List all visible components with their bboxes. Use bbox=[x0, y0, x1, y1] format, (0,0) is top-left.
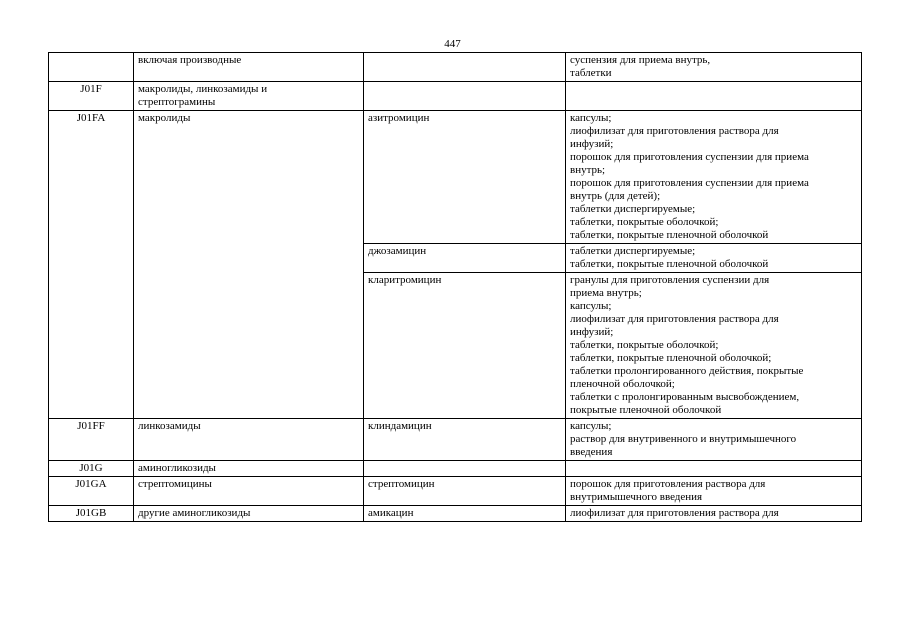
table-row bbox=[49, 111, 862, 244]
form-line: гранулы для приготовления суспензии для bbox=[570, 274, 770, 286]
page-number: 447 bbox=[444, 38, 461, 50]
form-line: порошок для приготовления суспензии для приема bbox=[570, 151, 809, 163]
drug-cell: клиндамицин bbox=[364, 419, 566, 461]
group-cell bbox=[134, 461, 364, 477]
group-cell bbox=[134, 506, 364, 522]
group-cell bbox=[134, 477, 364, 506]
forms-cell bbox=[566, 506, 862, 522]
group-line: макролиды bbox=[138, 112, 191, 124]
group-cell bbox=[134, 419, 364, 461]
table-row bbox=[49, 419, 862, 461]
form-line: порошок для приготовления раствора для bbox=[570, 478, 766, 490]
form-line: таблетки, покрытые пленочной оболочкой; bbox=[570, 352, 772, 364]
form-line: внутрь; bbox=[570, 164, 606, 176]
form-line: таблетки диспергируемые; bbox=[570, 203, 696, 215]
group-line: другие аминогликозиды bbox=[138, 507, 251, 519]
atc-code-cell: J01GB bbox=[49, 506, 134, 522]
group-line: макролиды, линкозамиды и bbox=[138, 83, 268, 95]
forms-cell bbox=[566, 53, 862, 82]
drug-table bbox=[48, 52, 862, 522]
form-line: капсулы; bbox=[570, 420, 612, 432]
form-line: таблетки с пролонгированным высвобождением, bbox=[570, 391, 800, 403]
forms-cell bbox=[566, 82, 862, 111]
drug-cell bbox=[364, 82, 566, 111]
drug-cell bbox=[364, 53, 566, 82]
form-line: лиофилизат для приготовления раствора для bbox=[570, 125, 779, 137]
form-line: инфузий; bbox=[570, 326, 614, 338]
forms-cell bbox=[566, 419, 862, 461]
table-row bbox=[49, 461, 862, 477]
form-line: лиофилизат для приготовления раствора для bbox=[570, 507, 779, 519]
group-cell bbox=[134, 111, 364, 419]
form-line: капсулы; bbox=[570, 112, 612, 124]
forms-cell bbox=[566, 477, 862, 506]
form-line: таблетки диспергируемые; bbox=[570, 245, 696, 257]
drug-cell: джозамицин bbox=[364, 244, 566, 273]
group-cell bbox=[134, 82, 364, 111]
form-line: внутрь (для детей); bbox=[570, 190, 661, 202]
form-line: пленочной оболочкой; bbox=[570, 378, 675, 390]
atc-code-cell bbox=[49, 53, 134, 82]
drug-cell bbox=[364, 461, 566, 477]
atc-code-cell: J01FA bbox=[49, 111, 134, 419]
forms-cell bbox=[566, 244, 862, 273]
form-line: порошок для приготовления суспензии для приема bbox=[570, 177, 809, 189]
form-line: инфузий; bbox=[570, 138, 614, 150]
table-row bbox=[49, 82, 862, 111]
drug-cell: амикацин bbox=[364, 506, 566, 522]
forms-cell bbox=[566, 111, 862, 244]
group-line: стрептомицины bbox=[138, 478, 212, 490]
form-line: лиофилизат для приготовления раствора для bbox=[570, 313, 779, 325]
forms-cell bbox=[566, 273, 862, 419]
group-cell bbox=[134, 53, 364, 82]
atc-code-cell: J01F bbox=[49, 82, 134, 111]
form-line: таблетки, покрытые пленочной оболочкой bbox=[570, 229, 769, 241]
form-line: таблетки, покрытые пленочной оболочкой bbox=[570, 258, 769, 270]
table-row bbox=[49, 506, 862, 522]
form-line: внутримышечного введения bbox=[570, 491, 703, 503]
form-line: таблетки, покрытые оболочкой; bbox=[570, 216, 719, 228]
drug-cell: кларитромицин bbox=[364, 273, 566, 419]
group-line: линкозамиды bbox=[138, 420, 201, 432]
group-line: включая производные bbox=[138, 54, 242, 66]
form-line: таблетки пролонгированного действия, покрытые bbox=[570, 365, 804, 377]
atc-code-cell: J01G bbox=[49, 461, 134, 477]
group-line: аминогликозиды bbox=[138, 462, 216, 474]
form-line: приема внутрь; bbox=[570, 287, 642, 299]
form-line: покрытые пленочной оболочкой bbox=[570, 404, 722, 416]
form-line: раствор для внутривенного и внутримышечного bbox=[570, 433, 797, 445]
atc-code-cell: J01GA bbox=[49, 477, 134, 506]
form-line: таблетки, покрытые оболочкой; bbox=[570, 339, 719, 351]
drug-cell: азитромицин bbox=[364, 111, 566, 244]
table-row bbox=[49, 477, 862, 506]
form-line: суспензия для приема внутрь, bbox=[570, 54, 711, 66]
drug-cell: стрептомицин bbox=[364, 477, 566, 506]
form-line: таблетки bbox=[570, 67, 612, 79]
form-line: введения bbox=[570, 446, 613, 458]
atc-code-cell: J01FF bbox=[49, 419, 134, 461]
table-row bbox=[49, 53, 862, 82]
form-line: капсулы; bbox=[570, 300, 612, 312]
forms-cell bbox=[566, 461, 862, 477]
group-line: стрептограмины bbox=[138, 96, 216, 108]
